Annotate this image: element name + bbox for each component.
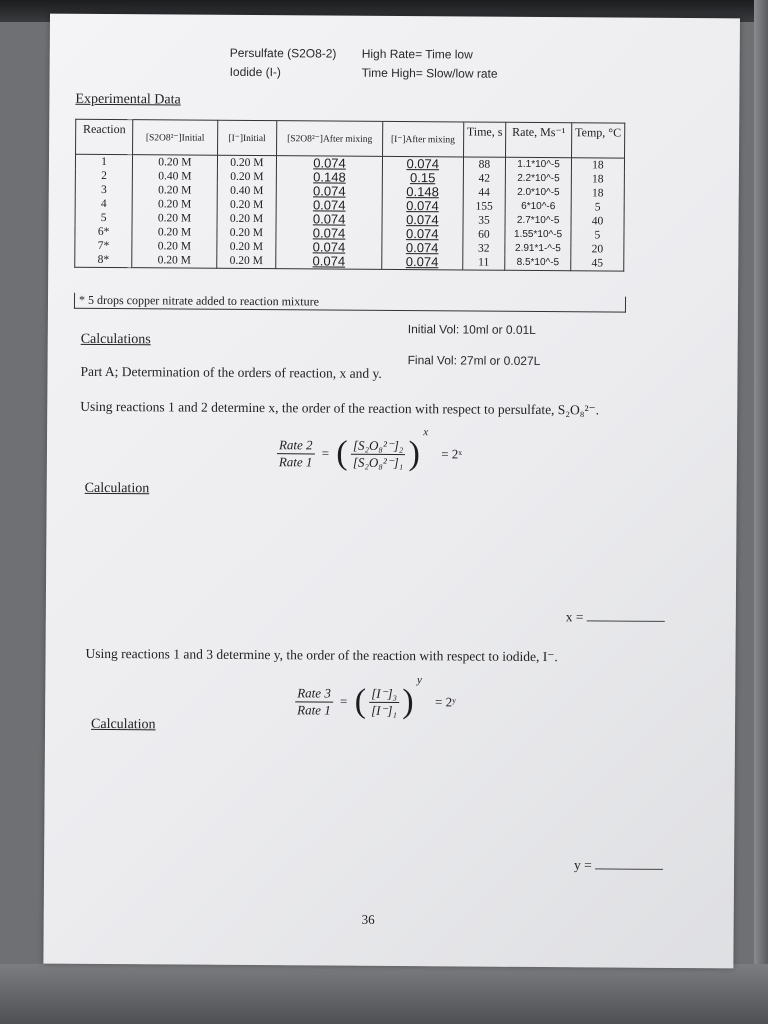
cell-temp: 40 [571,214,624,228]
note-iodide: Iodide (I-) [229,64,282,80]
rhs-x: = 2ˣ [441,446,463,462]
cell-persulfate-after: 0.074 [276,254,382,269]
calculation-label-x: Calculation [84,480,150,497]
header-iodide-initial: [I⁻]Initial [217,120,277,155]
cell-iodide-initial: 0.20 M [217,155,277,170]
cell-time: 60 [463,227,506,241]
cell-iodide-after: 0.074 [382,255,463,270]
calculation-label-y: Calculation [90,716,156,733]
page-number: 36 [361,911,375,927]
header-reaction: Reaction [76,119,133,154]
note-final-volume: Final Vol: 27ml or 0.027L [407,353,541,369]
cell-iodide-initial: 0.40 M [217,184,277,198]
cell-reaction: 3 [75,183,132,197]
cell-persulfate-initial: 0.20 M [132,253,217,268]
cell-persulfate-after: 0.074 [276,198,382,213]
cell-temp: 5 [571,200,624,214]
y-answer [574,857,663,874]
cell-persulfate-initial: 0.20 M [132,197,217,212]
cell-rate: 8.5*10^-5 [505,256,571,271]
cell-iodide-after: 0.074 [382,199,463,214]
cell-iodide-after: 0.074 [382,241,463,256]
header-iodide-after: [I⁻]After mixing [382,121,463,157]
cell-reaction: 1 [75,154,132,169]
cell-rate: 2.2*10^-5 [506,172,572,186]
cell-rate: 1.1*10^-5 [506,157,572,172]
part-a-heading: Part A; Determination of the orders of reaction, x and y. [80,363,382,381]
iodide-conc-3: [I⁻]₃ [369,685,399,702]
cell-persulfate-initial: 0.20 M [133,155,218,170]
persulfate-conc-1: [S₂O₈²⁻]₁ [352,454,404,470]
header-time: Time, s [463,122,506,157]
cell-temp: 18 [571,158,624,173]
cell-iodide-after: 0.074 [382,213,463,228]
cell-persulfate-after: 0.074 [277,156,383,171]
cell-temp: 18 [571,172,624,186]
x-answer [566,609,665,626]
cell-iodide-after: 0.148 [382,185,463,200]
cell-rate: 6*10^-6 [505,200,571,214]
cell-rate: 2.91*1-^-5 [505,242,571,256]
header-persulfate-after: [S2O8²⁻]After mixing [277,121,383,157]
note-persulfate: Persulfate (S2O8-2) [229,45,337,61]
x-answer-label: x = [565,609,584,625]
cell-rate: 2.0*10^-5 [505,186,571,200]
rate-1-label: Rate 1 [278,453,313,469]
cell-reaction: 8* [75,253,132,268]
iodide-conc-1: [I⁻]₁ [371,702,398,718]
exponent-x: x [423,426,429,439]
note-initial-volume: Initial Vol: 10ml or 0.01L [407,322,536,337]
persulfate-conc-2: [S₂O₈²⁻]₂ [351,437,405,454]
cell-iodide-initial: 0.20 M [217,212,277,226]
cell-persulfate-after: 0.074 [276,240,382,255]
note-high-rate: High Rate= Time low [361,46,473,62]
x-answer-blank[interactable] [587,609,665,622]
calculations-heading: Calculations [80,331,151,348]
cell-persulfate-after: 0.148 [276,170,382,185]
cell-persulfate-initial: 0.40 M [133,169,218,184]
desk-background [0,964,768,1024]
cell-time: 88 [463,157,506,172]
cell-persulfate-after: 0.074 [276,184,382,199]
document-page [43,14,740,969]
equation-x: $\frac{\text{Rate 2}}{\text{Rate 1}}$ = ( $\frac{\text{[S₂O₈²⁻]₂}}{\text{[S₂O₈²⁻]₁}}$ ) $^x$ = 2ˣ [277,425,466,471]
cell-iodide-after: 0.15 [382,171,463,186]
cell-time: 42 [463,171,506,185]
concentration-ratio-x [351,437,406,470]
cell-iodide-initial: 0.20 M [217,198,277,212]
header-temp: Temp, °C [571,123,624,158]
table-header-row [76,119,625,158]
equation-y: $\frac{\text{Rate 3}}{\text{Rate 1}}$ = ( $\frac{\text{[I⁻]₃}}{\text{[I⁻]₁}}$ ) $^y$ = 2ʸ [295,673,460,719]
cell-persulfate-initial: 0.20 M [132,225,217,240]
cell-reaction: 5 [75,211,132,225]
note-time-high: Time High= Slow/low rate [361,65,498,81]
instruction-y: Using reactions 1 and 3 determine y, the order of the reaction with respect to iodide, I⁻. [85,645,558,665]
cell-temp: 5 [571,228,624,242]
y-answer-label: y = [574,857,592,873]
rate-ratio-y [295,685,333,718]
cell-persulfate-initial: 0.20 M [132,239,217,254]
cell-iodide-initial: 0.20 M [217,170,277,184]
cell-reaction: 6* [75,225,132,239]
y-answer-blank[interactable] [595,857,663,869]
cell-reaction: 4 [75,197,132,211]
cell-rate: 2.7*10^-5 [505,214,571,228]
experimental-data-heading: Experimental Data [75,91,181,108]
rate-3-label: Rate 3 [295,685,333,702]
cell-time: 44 [463,185,506,199]
cell-iodide-after: 0.074 [382,227,463,242]
rate-ratio-x [277,437,315,470]
cell-rate: 1.55*10^-5 [505,228,571,242]
cell-time: 32 [462,241,505,255]
cell-persulfate-after: 0.074 [276,212,382,227]
experimental-data-table [74,119,625,272]
cell-temp: 20 [571,242,624,256]
cell-temp: 18 [571,186,624,200]
exponent-y: y [416,674,422,687]
cell-persulfate-initial: 0.20 M [132,211,217,226]
rate-2-label: Rate 2 [277,437,315,454]
cell-iodide-initial: 0.20 M [216,254,276,269]
cell-reaction: 7* [75,239,132,253]
table-footnote: * 5 drops copper nitrate added to reaction mixture [74,293,626,313]
cell-time: 35 [463,213,506,227]
cell-time: 11 [462,255,505,270]
cell-iodide-initial: 0.20 M [217,226,277,240]
cell-iodide-after: 0.074 [382,156,463,171]
instruction-x: Using reactions 1 and 2 determine x, the order of the reaction with respect to persulfate, S₂O₈²⁻. [80,398,600,418]
rhs-y: = 2ʸ [434,694,457,710]
rate-1-label-y: Rate 1 [297,701,331,718]
concentration-ratio-y [369,685,399,718]
cell-persulfate-initial: 0.20 M [132,183,217,198]
cell-reaction: 2 [75,169,132,183]
table-row [75,253,624,271]
header-persulfate-initial: [S2O8²⁻]Initial [133,120,218,156]
header-rate: Rate, Ms⁻¹ [506,122,572,157]
cell-persulfate-after: 0.074 [276,226,382,241]
monitor-side-bezel [754,0,768,1024]
cell-temp: 45 [571,256,624,271]
cell-iodide-initial: 0.20 M [217,240,277,254]
cell-time: 155 [463,199,506,213]
